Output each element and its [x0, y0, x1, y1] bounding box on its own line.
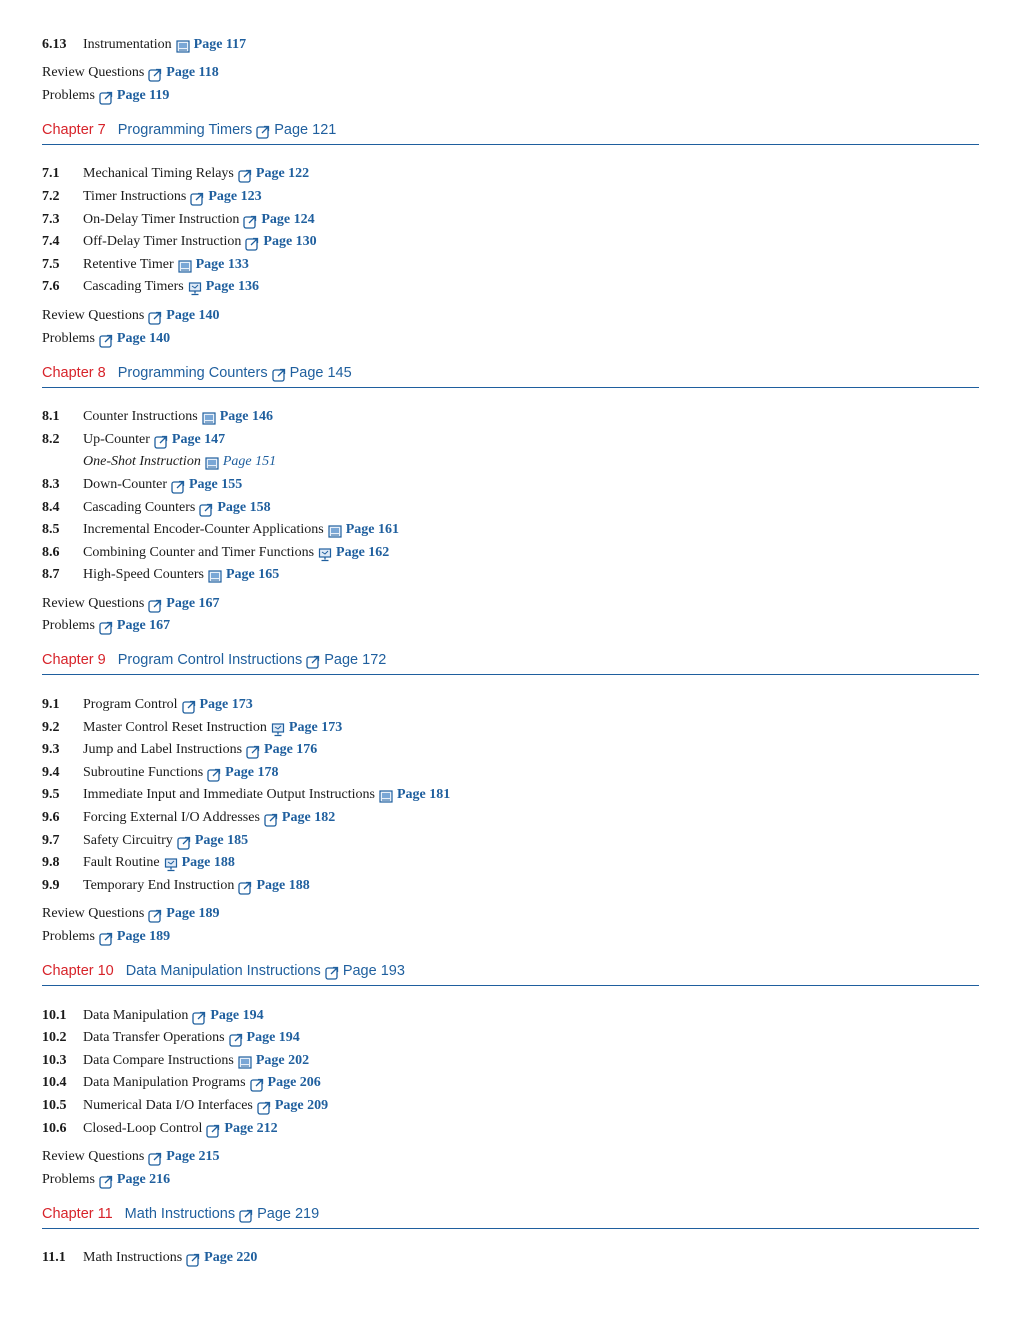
- slide-icon[interactable]: [205, 457, 219, 471]
- external-link-icon[interactable]: [99, 91, 113, 105]
- toc-section-entry[interactable]: [42, 1001, 979, 1024]
- external-link-icon[interactable]: [99, 334, 113, 348]
- section-title[interactable]: Safety Circuitry: [83, 832, 173, 848]
- slide-icon[interactable]: [238, 1056, 252, 1070]
- toc-section-entry[interactable]: [42, 713, 979, 736]
- chapter-heading[interactable]: [42, 646, 979, 675]
- section-number: 7.3: [42, 211, 60, 227]
- section-title[interactable]: Temporary End Instruction: [83, 877, 235, 893]
- section-title[interactable]: Program Control: [83, 697, 178, 713]
- toc-section-entry[interactable]: [42, 425, 979, 448]
- section-title[interactable]: Cascading Counters: [83, 499, 196, 515]
- section-title[interactable]: Master Control Reset Instruction: [83, 719, 267, 735]
- page-link[interactable]: Page 202: [255, 1052, 310, 1068]
- section-number: 8.1: [42, 409, 60, 425]
- toc-section-entry[interactable]: [42, 493, 979, 516]
- page-link[interactable]: Page 165: [225, 567, 280, 583]
- section-title[interactable]: Retentive Timer: [83, 256, 174, 272]
- chapter-page-link[interactable]: Page 145: [289, 364, 352, 381]
- slide-icon[interactable]: [208, 570, 222, 584]
- section-number: 10.4: [42, 1075, 67, 1091]
- page-link[interactable]: Page 124: [261, 211, 315, 227]
- toc-section-entry[interactable]: [42, 781, 979, 804]
- section-title[interactable]: Off-Delay Timer Instruction: [83, 234, 242, 250]
- page-link[interactable]: Page 140: [166, 307, 220, 323]
- spacer: [42, 145, 979, 160]
- external-link-icon[interactable]: [154, 435, 168, 449]
- chapter-page-link[interactable]: Page 219: [257, 1205, 320, 1222]
- chapter-label: Chapter 11: [42, 1205, 113, 1222]
- page-link[interactable]: Page 133: [195, 256, 249, 272]
- toc-endmatter-entry[interactable]: [42, 900, 979, 923]
- external-link-icon[interactable]: [186, 1253, 200, 1267]
- toc-section-entry[interactable]: [42, 470, 979, 493]
- section-number: 10.5: [42, 1097, 67, 1113]
- external-link-icon[interactable]: [250, 1078, 264, 1092]
- page-link[interactable]: Page 119: [116, 87, 170, 103]
- toc-section-entry[interactable]: [42, 758, 979, 781]
- section-title[interactable]: Review Questions: [42, 1149, 145, 1165]
- external-link-icon[interactable]: [238, 169, 252, 183]
- section-number: 7.4: [42, 234, 60, 250]
- section-number: 8.5: [42, 522, 60, 538]
- page-link[interactable]: Page 130: [263, 234, 317, 250]
- page-link[interactable]: Page 194: [210, 1007, 264, 1023]
- page-link[interactable]: Page 189: [116, 929, 171, 944]
- section-title[interactable]: Data Manipulation: [83, 1007, 189, 1023]
- section-number: 6.13: [42, 36, 67, 52]
- toc-section-entry[interactable]: [42, 403, 979, 426]
- toc-section-entry[interactable]: [42, 849, 979, 872]
- toc-section-entry[interactable]: [42, 160, 979, 183]
- section-title[interactable]: Problems: [42, 618, 95, 634]
- spacer: [42, 388, 979, 403]
- external-link-icon[interactable]: [177, 836, 191, 850]
- chapter-title[interactable]: Program Control Instructions: [117, 652, 303, 669]
- external-link-icon[interactable]: [206, 1124, 220, 1138]
- page-link[interactable]: Page 162: [336, 544, 390, 560]
- page-link[interactable]: Page 173: [288, 719, 343, 735]
- chapter-label: Chapter 8: [42, 364, 106, 381]
- external-link-icon[interactable]: [148, 1152, 162, 1166]
- toc-endmatter-entry[interactable]: [42, 59, 979, 82]
- chapter-heading[interactable]: [42, 957, 979, 986]
- section-title[interactable]: Up-Counter: [83, 431, 150, 447]
- section-title[interactable]: Combining Counter and Timer Functions: [83, 544, 315, 560]
- external-link-icon[interactable]: [199, 503, 213, 517]
- toc-endmatter-entry[interactable]: [42, 324, 979, 347]
- toc-section-entry[interactable]: [42, 803, 979, 826]
- external-link-icon[interactable]: [190, 192, 204, 206]
- slide-icon[interactable]: [178, 260, 192, 274]
- spacer: [42, 675, 979, 690]
- toc-section-entry[interactable]: [42, 182, 979, 205]
- toc-section-entry[interactable]: [42, 1244, 979, 1267]
- section-number: 9.8: [42, 855, 60, 871]
- chapter-title[interactable]: Data Manipulation Instructions: [125, 963, 321, 979]
- spacer: [42, 1188, 979, 1200]
- section-number: 10.3: [42, 1052, 67, 1068]
- external-link-icon[interactable]: [238, 881, 252, 895]
- chapter-title[interactable]: Programming Counters: [117, 364, 268, 381]
- page-link[interactable]: Page 158: [217, 499, 271, 515]
- section-number: 11.1: [42, 1250, 66, 1266]
- page-link[interactable]: Page 146: [219, 409, 273, 425]
- external-link-icon[interactable]: [257, 1101, 271, 1115]
- monitor-icon[interactable]: [188, 282, 202, 296]
- section-title[interactable]: Fault Routine: [83, 855, 160, 871]
- section-title[interactable]: Mechanical Timing Relays: [83, 166, 234, 182]
- page-link[interactable]: Page 161: [345, 522, 400, 538]
- spacer: [42, 104, 979, 116]
- page-link[interactable]: Page 188: [256, 877, 310, 893]
- section-title[interactable]: Problems: [42, 87, 95, 103]
- section-title[interactable]: Review Questions: [42, 65, 145, 81]
- section-number: 9.6: [42, 810, 60, 826]
- page-link[interactable]: Page 122: [255, 166, 310, 182]
- section-title[interactable]: Immediate Input and Immediate Output Instructions: [83, 787, 375, 803]
- external-link-icon[interactable]: [99, 621, 113, 635]
- toc-section-entry[interactable]: [42, 690, 979, 713]
- section-title[interactable]: Review Questions: [42, 595, 145, 611]
- monitor-icon[interactable]: [318, 548, 332, 562]
- section-title[interactable]: Closed-Loop Control: [83, 1120, 203, 1136]
- section-title[interactable]: Problems: [42, 1171, 95, 1187]
- external-link-icon[interactable]: [256, 125, 270, 139]
- section-number: 10.1: [42, 1007, 67, 1023]
- section-number: 7.1: [42, 166, 60, 182]
- page-link[interactable]: Page 167: [116, 618, 171, 634]
- toc-section-entry[interactable]: [42, 273, 979, 296]
- page-link[interactable]: Page 118: [166, 65, 219, 81]
- section-title[interactable]: Forcing External I/O Addresses: [83, 810, 260, 826]
- external-link-icon[interactable]: [148, 68, 162, 82]
- toc-section-entry[interactable]: [42, 1069, 979, 1092]
- chapter-title[interactable]: Programming Timers: [117, 121, 253, 138]
- page-link[interactable]: Page 173: [199, 697, 253, 713]
- page-link[interactable]: Page 220: [204, 1250, 258, 1266]
- section-title[interactable]: Review Questions: [42, 906, 145, 922]
- toc-section-entry[interactable]: [42, 1091, 979, 1114]
- toc-section-entry[interactable]: [42, 538, 979, 561]
- section-title[interactable]: Cascading Timers: [83, 279, 184, 295]
- toc-section-entry[interactable]: [42, 250, 979, 273]
- section-title[interactable]: On-Delay Timer Instruction: [83, 211, 240, 227]
- external-link-icon[interactable]: [148, 599, 162, 613]
- chapter-page-link[interactable]: Page 172: [324, 652, 387, 669]
- section-number: 10.6: [42, 1120, 67, 1136]
- section-title[interactable]: Instrumentation: [83, 36, 172, 52]
- external-link-icon[interactable]: [171, 480, 185, 494]
- page-link[interactable]: Page 178: [225, 764, 279, 780]
- page-link[interactable]: Page 189: [166, 906, 220, 922]
- external-link-icon[interactable]: [192, 1011, 206, 1025]
- external-link-icon[interactable]: [229, 1033, 243, 1047]
- slide-icon[interactable]: [379, 790, 393, 804]
- section-title[interactable]: Data Transfer Operations: [83, 1030, 225, 1046]
- monitor-icon[interactable]: [271, 723, 285, 737]
- chapter-heading[interactable]: [42, 359, 979, 388]
- toc-endmatter-entry[interactable]: [42, 922, 979, 945]
- page-link[interactable]: Page 155: [189, 476, 243, 492]
- section-number: 9.2: [42, 719, 60, 735]
- section-title[interactable]: Review Questions: [42, 307, 145, 323]
- page-link[interactable]: Page 182: [281, 810, 336, 826]
- section-number: 9.4: [42, 764, 60, 780]
- external-link-icon[interactable]: [264, 813, 278, 827]
- section-title[interactable]: Timer Instructions: [83, 188, 187, 204]
- external-link-icon[interactable]: [243, 215, 257, 229]
- monitor-icon[interactable]: [164, 858, 178, 872]
- chapter-heading[interactable]: [42, 1200, 979, 1229]
- slide-icon[interactable]: [202, 412, 216, 426]
- section-number: 8.2: [42, 431, 60, 447]
- external-link-icon[interactable]: [207, 768, 221, 782]
- chapter-label: Chapter 9: [42, 652, 106, 669]
- page-link[interactable]: Page 123: [208, 188, 262, 204]
- spacer: [42, 634, 979, 646]
- section-title[interactable]: High-Speed Counters: [83, 567, 204, 583]
- page-link[interactable]: Page 185: [194, 832, 249, 848]
- toc-section-entry[interactable]: [42, 228, 979, 251]
- section-title[interactable]: Math Instructions: [83, 1250, 183, 1266]
- toc-section-entry[interactable]: [42, 205, 979, 228]
- section-number: 9.5: [42, 787, 60, 803]
- toc-section-entry[interactable]: [42, 516, 979, 539]
- page-link[interactable]: Page 209: [274, 1097, 329, 1113]
- toc-section-entry[interactable]: [42, 561, 979, 584]
- toc-endmatter-entry[interactable]: [42, 589, 979, 612]
- toc-endmatter-entry[interactable]: [42, 301, 979, 324]
- toc-endmatter-entry[interactable]: [42, 1143, 979, 1166]
- page-link[interactable]: Page 206: [267, 1075, 321, 1091]
- spacer: [42, 1229, 979, 1244]
- slide-icon[interactable]: [176, 40, 190, 54]
- toc-endmatter-entry[interactable]: [42, 612, 979, 635]
- section-number: 8.4: [42, 499, 60, 515]
- section-number: 9.3: [42, 742, 60, 758]
- section-number: 8.7: [42, 567, 60, 583]
- toc-subsection-entry[interactable]: [42, 448, 979, 471]
- external-link-icon[interactable]: [306, 655, 320, 669]
- section-title[interactable]: Numerical Data I/O Interfaces: [83, 1097, 253, 1113]
- spacer: [42, 986, 979, 1001]
- external-link-icon[interactable]: [325, 966, 339, 980]
- page-link[interactable]: Page 181: [396, 787, 451, 803]
- page-link[interactable]: Page 151: [222, 454, 277, 470]
- toc-endmatter-entry[interactable]: [42, 81, 979, 104]
- external-link-icon[interactable]: [99, 1175, 113, 1189]
- section-title[interactable]: Down-Counter: [83, 476, 167, 492]
- external-link-icon[interactable]: [99, 932, 113, 946]
- external-link-icon[interactable]: [148, 909, 162, 923]
- external-link-icon[interactable]: [239, 1209, 253, 1223]
- page-link[interactable]: Page 212: [224, 1120, 278, 1136]
- section-number: 7.2: [42, 188, 60, 204]
- external-link-icon[interactable]: [272, 368, 286, 382]
- section-number: 9.7: [42, 832, 60, 848]
- slide-icon[interactable]: [328, 525, 342, 539]
- spacer: [42, 945, 979, 957]
- toc-section-entry[interactable]: [42, 826, 979, 849]
- page-link[interactable]: Page 188: [181, 855, 235, 871]
- page-link[interactable]: Page 140: [116, 330, 171, 346]
- section-number: 8.6: [42, 544, 60, 560]
- section-number: 7.6: [42, 279, 60, 295]
- section-title[interactable]: Jump and Label Instructions: [83, 742, 243, 758]
- chapter-title[interactable]: Math Instructions: [124, 1205, 236, 1222]
- section-number: 9.1: [42, 697, 60, 713]
- table-of-contents: [42, 30, 979, 1266]
- page-link[interactable]: Page 136: [205, 279, 259, 295]
- toc-section-entry[interactable]: [42, 1046, 979, 1069]
- toc-section-entry[interactable]: [42, 736, 979, 759]
- external-link-icon[interactable]: [245, 237, 259, 251]
- section-title[interactable]: Problems: [42, 330, 95, 346]
- toc-section-entry[interactable]: [42, 1024, 979, 1047]
- section-title[interactable]: Problems: [42, 929, 95, 944]
- external-link-icon[interactable]: [246, 745, 260, 759]
- page-link[interactable]: Page 216: [116, 1171, 171, 1187]
- section-number: 9.9: [42, 877, 60, 893]
- toc-endmatter-entry[interactable]: [42, 1165, 979, 1188]
- section-number: 10.2: [42, 1030, 67, 1046]
- external-link-icon[interactable]: [148, 311, 162, 325]
- external-link-icon[interactable]: [182, 700, 196, 714]
- section-title[interactable]: Data Manipulation Programs: [83, 1075, 246, 1091]
- toc-section-entry[interactable]: [42, 1114, 979, 1137]
- page-link[interactable]: Page 167: [166, 595, 220, 611]
- section-number: 8.3: [42, 476, 60, 492]
- section-title[interactable]: Subroutine Functions: [83, 764, 204, 780]
- chapter-label: Chapter 10: [42, 963, 114, 979]
- chapter-label: Chapter 7: [42, 121, 106, 138]
- page-link[interactable]: Page 147: [171, 431, 226, 447]
- page-link[interactable]: Page 194: [246, 1030, 300, 1046]
- chapter-page-link[interactable]: Page 193: [342, 963, 405, 979]
- section-number: 7.5: [42, 256, 60, 272]
- chapter-page-link[interactable]: Page 121: [274, 121, 337, 138]
- section-title[interactable]: Incremental Encoder-Counter Applications: [83, 522, 324, 538]
- page-link[interactable]: Page 176: [264, 742, 318, 758]
- section-title[interactable]: Counter Instructions: [83, 409, 198, 425]
- chapter-heading[interactable]: [42, 116, 979, 145]
- section-title[interactable]: One-Shot Instruction: [83, 454, 201, 470]
- section-title[interactable]: Data Compare Instructions: [83, 1052, 234, 1068]
- toc-section-entry[interactable]: [42, 871, 979, 894]
- page-link[interactable]: Page 117: [193, 36, 247, 52]
- spacer: [42, 347, 979, 359]
- page-link[interactable]: Page 215: [166, 1149, 220, 1165]
- toc-section-entry[interactable]: [42, 30, 979, 53]
